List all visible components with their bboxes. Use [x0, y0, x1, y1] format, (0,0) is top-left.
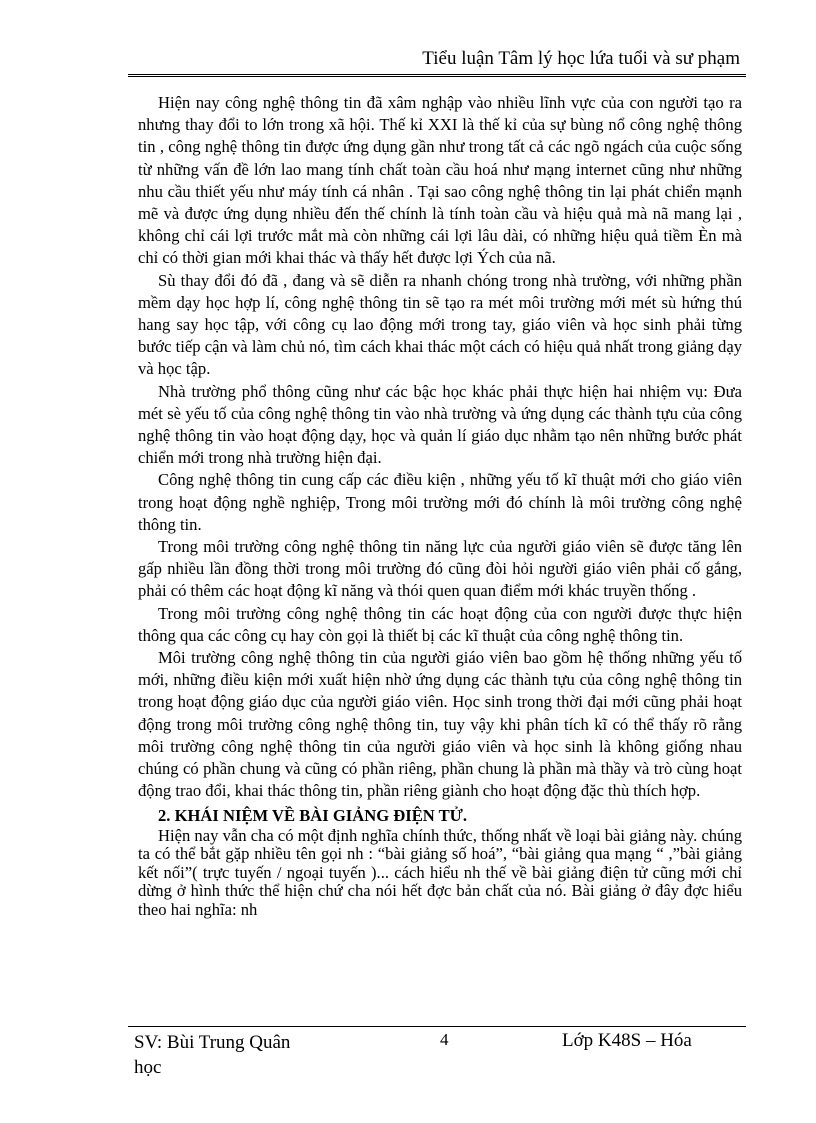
page-number: 4: [440, 1030, 449, 1049]
footer-author: [134, 1030, 290, 1080]
footer-author-name: SV: Bùi Trung Quân: [134, 1032, 291, 1053]
body-paragraph: Công nghệ thông tin cung cấp các điều kiện , những yếu tố kĩ thuật mới cho giáo viên trong hoạt động nghề nghiệp, Trong môi trường mới đó chính là môi trường công nghệ thông tin.: [138, 470, 742, 534]
section-heading: 2. KHÁI NIỆM VỀ BÀI GIẢNG ĐIỆN TỬ.: [158, 805, 468, 825]
body-paragraph: Trong môi trường công nghệ thông tin các hoạt động của con người được thực hiện thông qua các công cụ hay còn gọi là thiết bị các kĩ thuật của công nghệ thông tin.: [138, 603, 742, 645]
body-paragraph-last: Hiện nay vẫn cha có một định nghĩa chính thức, thống nhất về loại bài giảng này. chúng ta có thể bắt gặp nhiều tên gọi nh : “bài giảng số hoá”, “bài giảng qua mạng “ ,”bài giảng kết nối”( trực tuyến / ngoại tuyến )... cách hiểu nh thế về bài giảng điện tử cũng mới chỉ dừng ở hình thức thể hiện chứ cha nói hết đợc bản chất của nó. Bài giảng ở đây đợc hiểu theo hai nghĩa: nh: [138, 825, 742, 920]
footer-class: Lớp K48S – Hóa: [562, 1030, 692, 1051]
page-header-title: Tiểu luận Tâm lý học lứa tuổi và sư phạm: [422, 48, 740, 69]
body-paragraph: Môi trường công nghệ thông tin của người giáo viên bao gồm hệ thống những yếu tố mới, những điều kiện mới xuất hiện nhờ ứng dụng các thành tựu của công nghệ thông tin trong hoạt động giáo dục của người giáo viên. Học sinh trong thời đại mới cũng phải hoạt động trong môi trường công nghệ thông tin, tuy vậy khi phân tích kĩ có thể thấy rõ rằng môi trường công nghệ thông tin của người giáo viên và học sinh là không giống nhau chúng có phần chung và cũng có phần riêng, phần chung là phần mà thầy và trò cùng hoạt động trao đổi, khai thác thông tin, phần riêng giành cho hoạt động đặc thù thích hợp.: [138, 648, 742, 801]
body-paragraph: Hiện nay công nghệ thông tin đã xâm nghập vào nhiều lĩnh vực của con người tạo ra nhưng thay đổi to lớn trong xã hội. Thế kỉ XXI là thế kỉ của sự bùng nổ công nghệ thông tin , công nghệ thông tin được ứng dụng gần như trong tất cả các ngõ ngách của cuộc sống từ những vấn đề lớn lao mang tính chất toàn cầu hoá như mạng internet cũng như những nhu cầu thiết yếu như máy tính cá nhân . Tại sao công nghệ thông tin lại phát chiển mạnh mẽ và được ứng dụng nhiều đến thế chính là tính toàn cầu và hiệu quả mà nã mang lại , không chỉ cái lợi trước mắt mà còn những cái lợi lâu dài, có những hiệu quả tiềm Èn mà chỉ có thời gian mới khai thác và thấy hết được lợi Ých của nã.: [138, 93, 742, 268]
document-body: [138, 92, 742, 920]
body-paragraph: Trong môi trường công nghệ thông tin năng lực của người giáo viên sẽ được tăng lên gấp nhiều lần đồng thời trong môi trường đó cũng đòi hỏi người giáo viên phải cố gắng, phải có thêm các hoạt động kĩ năng và thói quen quan điểm mới khác truyền thống .: [138, 537, 742, 601]
footer-class-continuation: học: [134, 1057, 162, 1078]
header-rule: [128, 74, 746, 77]
footer-rule: [128, 1026, 746, 1027]
body-paragraph: Nhà trường phổ thông cũng như các bậc học khác phải thực hiện hai nhiệm vụ: Đưa mét sè yếu tố của công nghệ thông tin vào nhà trường và ứng dụng các thành tựu của công nghệ thông tin vào hoạt động dạy, học và quản lí giáo dục nhằm tạo nên những bước phát chiển mới trong nhà trường hiện đại.: [138, 381, 742, 468]
body-paragraph: Sù thay đổi đó đã , đang và sẽ diễn ra nhanh chóng trong nhà trường, với những phần mềm dạy học hợp lí, công nghệ thông tin sẽ tạo ra mét môi trường mới mét sù hứng thú hang say học tập, với công cụ lao động mới trong tay, giáo viên và học sinh phải từng bước tiếp cận và làm chủ nó, tìm cách khai thác một cách có hiệu quả nhất trong giảng dạy và học tập.: [138, 270, 742, 379]
